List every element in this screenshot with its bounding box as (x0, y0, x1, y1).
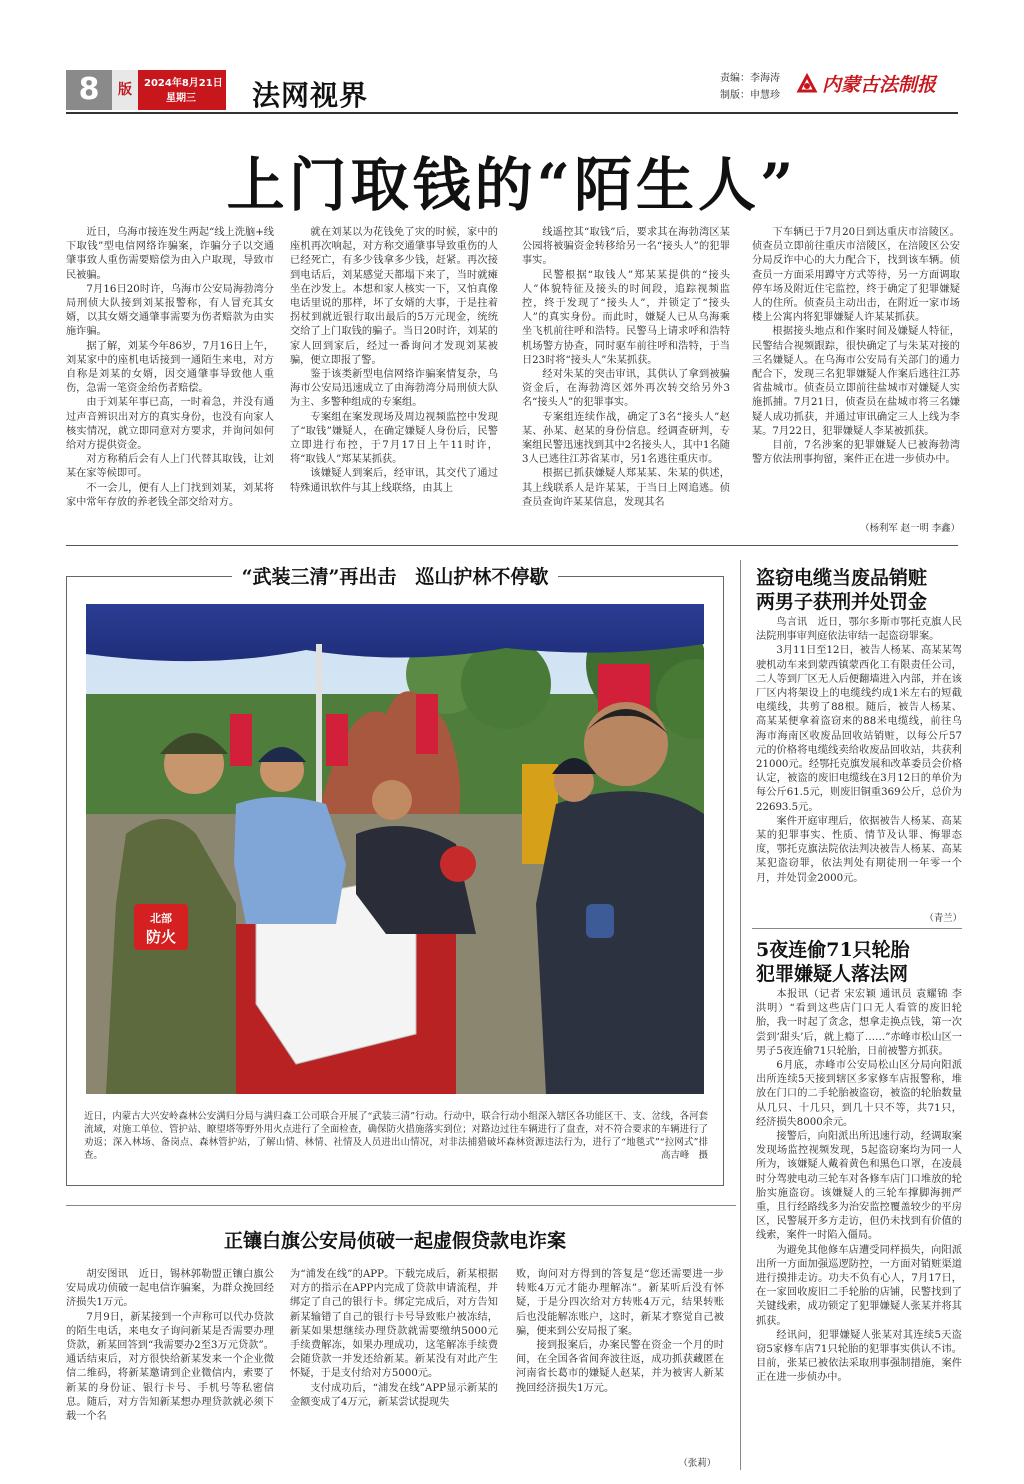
lead-paragraph: 就在刘某以为花钱免了灾的时候，家中的座机再次响起，对方称交通肇事导致重伤的人已经死亡，有多少钱拿多少钱，赶紧。再次接到电话后，刘某感觉天都塌下来了，当时就瘫坐在沙发上。本想和家人核实一下，又怕真像电话里说的那样，坏了女婿的大事，于是拄着拐杖到就近银行取出最后的5万元现金，统统交给了上门取钱的骗子。当日20时许，刘某的家人回到家后，经过一番询问才发现刘某被骗，便立即报了警。 (290, 227, 498, 366)
lead-column-3 (522, 226, 730, 546)
news-photo (86, 604, 704, 1094)
page-number: 8 (66, 70, 112, 110)
lead-paragraph: 对方称稍后会有人上门代替其取钱，让刘某在家等候即可。 (66, 454, 274, 480)
story4-top-rule (66, 1205, 736, 1206)
story3-body (756, 988, 962, 1474)
lead-paragraph: 据了解，刘某今年86岁，7月16日上午，刘某家中的座机电话接到一通陌生来电，对方自称是刘某的女婿，因交通肇事导致他人重伤，急需一笔资金给伤者赔偿。 (66, 340, 274, 395)
lead-paragraph: 目前，7名涉案的犯罪嫌疑人已被海勃湾警方依法刑事拘留，案件正在进一步侦办中。 (752, 440, 960, 466)
lead-column-2 (290, 226, 498, 546)
story3-paragraph: 接警后，向阳派出所迅速行动，经调取案发现场监控视频发现，5起盗窃案均为同一人所为，该嫌疑人戴着黄色和黑色口罩，在凌晨时分驾驶电动三轮车对各修车店门口堆放的轮胎实施盗窃。该嫌疑人的三轮车撑脚海拥严重，且行经路线多为治安监控覆盖较少的平房区，民警展开多方走访，但仍未找到有价值的线索，案件一时陷入僵局。 (756, 1131, 962, 1242)
lead-bottom-rule (66, 545, 958, 546)
story3-headline-line1: 5夜连偷71只轮胎 (756, 939, 910, 961)
photo-armband-text: 防火 (145, 928, 177, 946)
newspaper-name: 内蒙古法制报 (822, 74, 937, 96)
editor-credits (720, 70, 780, 104)
photo-police-badge (440, 846, 476, 882)
lead-byline: （杨利军 赵一明 李鑫） (860, 523, 960, 534)
story4-byline: （张莉） (678, 1458, 716, 1469)
issue-date: 2024年8月21日 (144, 78, 223, 89)
editor-name: 责编：李海涛 (720, 73, 780, 84)
story2-body (756, 616, 962, 908)
lead-paragraph: 不一会儿，便有人上门找到刘某，刘某将家中常年存放的养老钱全部交给对方。 (66, 482, 274, 508)
story4-paragraph: 败，询问对方得到的答复是“您还需要进一步转账4万元才能办理解冻”。新某听后没有怀疑，于是分四次给对方转账4万元，结果转账后也没能解冻账户，这时，新某才察觉自己被骗，便来到公安局报了案。 (516, 1269, 724, 1337)
photo-officer-right (536, 791, 704, 1094)
photo-person-head (372, 780, 412, 820)
story2-headline-line2: 两男子获刑并处罚金 (756, 591, 928, 613)
lead-paragraph: 线遥控其“取钱”后，要求其在海勃湾区某公园将被骗资金转移给另一名“接头人”的犯罪事实。 (522, 227, 730, 267)
story4-column-2 (290, 1268, 498, 1474)
story3-paragraph: 为避免其他修车店遭受同样损失，向阳派出所一方面加强巡逻防控，一方面对销赃渠道进行摸排走访。功夫不负有心人，7月17日，在一家回收废旧二手轮胎的店铺，民警找到了关键线索，成功锁定了犯罪嫌疑人张某并将其抓获。 (756, 1244, 962, 1327)
column-divider (740, 560, 741, 1470)
lead-paragraph: 专案组在案发现场及周边视频监控中发现了“取钱”嫌疑人，在确定嫌疑人身份后，民警立即进行布控，于7月17日上午11时许，将“取钱人”郑某某抓获。 (290, 411, 498, 466)
photo-flag (416, 694, 438, 754)
lead-paragraph: 近日，乌海市接连发生两起“线上洗脑+线下取钱”型电信网络诈骗案，诈骗分子以交通肇事致人重伤需要赔偿为由入户取现，导致市民被骗。 (66, 227, 274, 281)
designer-name: 制版：申慧珍 (720, 90, 780, 101)
story2-paragraph: 案件开庭审理后，依据被告人杨某、高某某的犯罪事实、性质、情节及认罪、悔罪态度，鄂托克旗法院依法判决被告人杨某、高某某犯盗窃罪，依法判处有期徒刑一年零一个月，并处罚金2000元。 (756, 815, 962, 884)
page-label: 版 (112, 70, 138, 110)
story2-headline-line1: 盗窃电缆当废品销赃 (756, 567, 928, 589)
story4-column-1 (66, 1268, 274, 1474)
lead-paragraph: 由于刘某年事已高，一时着急，并没有通过声音辨识出对方的真实身份，也没有向家人核实情况，就立即同意对方要求，并询问如何给对方提供资金。 (66, 397, 274, 452)
lead-paragraph: 鉴于该类新型电信网络诈骗案情复杂，乌海市公安局迅速成立了由海勃湾分局刑侦大队为主、多警种组成的专案组。 (290, 369, 498, 409)
story4-paragraph: 支付成功后，“浦发在线”APP显示新某的金额变成了4万元，新某尝试提现失 (290, 1382, 498, 1408)
story-divider (752, 928, 962, 929)
photo-caption (84, 1110, 708, 1162)
photo-flag (230, 714, 252, 766)
issue-date-box (138, 70, 226, 110)
lead-paragraph: 经对朱某的突击审讯，其供认了拿到被骗资金后，在海勃湾区郊外再次转交给另外3名“接头人”的犯罪事实。 (522, 369, 730, 409)
story3-headline-line2: 犯罪嫌疑人落法网 (756, 963, 909, 985)
photo-credit: 高吉峰 摄 (661, 1150, 708, 1161)
story4-headline: 正镶白旗公安局侦破一起虚假贷款电诈案 (223, 1230, 566, 1252)
story4-paragraph: 7月9日，新某接到一个声称可以代办贷款的陌生电话，来电女子询问新某是否需要办理贷款，新某回答到“我需要办2至3万元贷款”。通话结束后，对方很快给新某发来一个企业微信二维码，将新某邀请到企业微信内，索要了新某的身份证、银行卡号、手机号等私密信息。随后，对方告知新某想办理贷款就必须下载一个名 (66, 1311, 274, 1423)
lead-paragraph: 民警根据“取钱人”郑某某提供的“接头人”体貌特征及接头的时间段，追踪视频监控，终于发现了“接头人”，并锁定了“接头人”的真实身份。而此时，嫌疑人已从乌海乘坐飞机前往呼和浩特。民警马上请求呼和浩特机场警方协查，同时驱车前往呼和浩特，于当日23时将“接头人”朱某抓获。 (522, 269, 730, 366)
story4-column-3 (516, 1268, 724, 1446)
photo-patch (586, 904, 614, 938)
story3-paragraph: 本报讯（记者 宋宏颖 通讯员 袁耀锦 李洪明）“看到这些店门口无人看管的废旧轮胎，我一时起了贪念，想拿走换点钱，第一次尝到‘甜头’后，就上瘾了……”赤峰市松山区一男子5夜连偷71只轮胎，日前被警方抓获。 (756, 989, 962, 1057)
photo-officer-blue (234, 797, 346, 924)
section-title: 法网视界 (252, 79, 369, 112)
lead-paragraph: 下车辆已于7月20日到达重庆市涪陵区。侦查员立即前往重庆市涪陵区，在涪陵区公安分局反诈中心的大力配合下，找到该车辆。侦查员一方面采用蹲守方式等待，另一方面调取停车场及附近住宅监控，终于确定了犯罪嫌疑人的住所。侦查员主动出击，在附近一家市场楼上公寓内将犯罪嫌疑人许某某抓获。 (752, 227, 960, 324)
story3-headline (756, 938, 966, 986)
lead-paragraph: 根据接头地点和作案时间及嫌疑人特征，民警结合视频跟踪，很快确定了与朱某对接的三名嫌疑人。在乌海市公安局有关部门的通力配合下，发现三名犯罪嫌疑人作案后逃往江苏省盐城市。侦查员立即前往盐城市对嫌疑人实施抓捕。7月21日，侦查员在盐城市将三名嫌疑人成功抓获，并通过审讯确定三人上线为李某。7月22日，犯罪嫌疑人李某被抓获。 (752, 326, 960, 437)
story4-paragraph: 为“浦发在线”的APP。下载完成后，新某根据对方的指示在APP内完成了贷款申请流程，并绑定了自己的银行卡。绑定完成后，对方告知新某输错了自己的银行卡号导致账户被冻结，新某如果想继续办理贷款就需要缴纳5000元手续费解冻，如果办理成功，这笔解冻手续费会随贷款一并发还给新某。新某没有对此产生怀疑，于是支付给对方5000元。 (290, 1269, 498, 1380)
lead-paragraph: 专案组连续作战，确定了3名“接头人”赵某、孙某、赵某的身份信息。经调查研判，专案组民警迅速找到其中2名接头人，其中1名随3人已逃往江苏省某市，另1名逃往重庆市。 (522, 411, 730, 466)
story2-paragraph: 3月11日至12日，被告人杨某、高某某驾驶机动车来到蒙西镇蒙西化工有限责任公司，二人等到厂区无人后便翻墙进入内部，并在该厂区内将架设上的电缆线约成1米左右的短截电缆线，共剪了88根。随后，被告人杨某、高某某便拿着盗窃来的88米电缆线，前往乌海市海南区收废品回收站销赃，以每公斤57元的价格将电缆线卖给收废品回收站，共获利21000元。经鄂托克旗发展和改革委员会价格认定，被盗的废旧电缆线在3月12日的单价为每公斤61.5元，则废旧铜重369公斤，总价为22693.5元。 (756, 645, 962, 813)
issue-weekday: 星期三 (166, 93, 196, 104)
story4-paragraph: 接到报案后，办案民警在资金一个月的时间，在全国各省间奔波往返，成功抓获藏匿在河南省长葛市的嫌疑人赵某，并为被害人新某挽回经济损失1万元。 (516, 1340, 724, 1394)
photo-armband-text: 北部 (150, 912, 172, 925)
photo-caption-text: 近日，内蒙古大兴安岭森林公安满归分局与满归森工公司联合开展了“武装三清”行动。行动中，联合行动小组深入辖区各功能区干、支、岔线，各河套流域，对施工单位、管护站、瞭望塔等野外用火点进行了全面检查，确保防火措施落实到位；对路边过往车辆进行了盘查，对不符合要求的车辆进行了劝返；深入林场、备岗点、森林管护站，了解山情、林情、社情及人员进出山情况，对非法捕猎破坏森林资源违法行为，进行了“地毯式”“拉网式”排查。 (84, 1111, 708, 1161)
lead-column-4 (752, 226, 960, 532)
lead-headline: 上门取钱的“陌生人” (226, 151, 798, 219)
story3-paragraph: 经讯问，犯罪嫌疑人张某对其连续5天盗窃5家修车店71只轮胎的犯罪事实供认不讳。目前，张某已被依法采取刑事强制措施，案件正在进一步侦办中。 (756, 1329, 962, 1384)
story2-paragraph: 鸟言讯 近日，鄂尔多斯市鄂托克旗人民法院刑事审判庭依法审结一起盗窃罪案。 (756, 617, 962, 643)
story3-paragraph: 6月底，赤峰市公安局松山区分局向阳派出所连续5天接到辖区多家修车店报警称，堆放在门口的二手轮胎被盗窃，被盗的轮胎数量从几只、十几只，到几十只不等，共71只，经济损失8000余元。 (756, 1060, 962, 1128)
lead-column-1 (66, 226, 274, 546)
photo-feature-title-text: “武装三清”再出击 巡山护林不停歇 (232, 566, 559, 588)
photo-flag (326, 714, 348, 766)
story2-byline: （青兰） (924, 913, 962, 924)
lead-paragraph: 该嫌疑人到案后，经审讯，其交代了通过特殊通讯软件与其上线联络，由其上 (290, 468, 498, 494)
story2-headline (756, 566, 966, 614)
story4-paragraph: 胡安图讯 近日，锡林郭勒盟正镶白旗公安局成功侦破一起电信诈骗案，为群众挽回经济损失1万元。 (66, 1269, 274, 1309)
photo-feature-title (66, 562, 724, 589)
newspaper-logo (796, 70, 936, 97)
lead-paragraph: 根据已抓获嫌疑人郑某某、朱某的供述，其上线联系人是许某某，于当日上网追逃。侦查员查询许某某信息，发现其名 (522, 468, 730, 508)
lead-paragraph: 7月16日20时许，乌海市公安局海勃湾分局刑侦大队接到刘某报警称，有人冒充其女婿，以其女婿交通肇事需要为伤者赔款为由实施诈骗。 (66, 283, 274, 338)
newspaper-logo-icon (796, 73, 818, 95)
masthead-rule (66, 112, 958, 114)
